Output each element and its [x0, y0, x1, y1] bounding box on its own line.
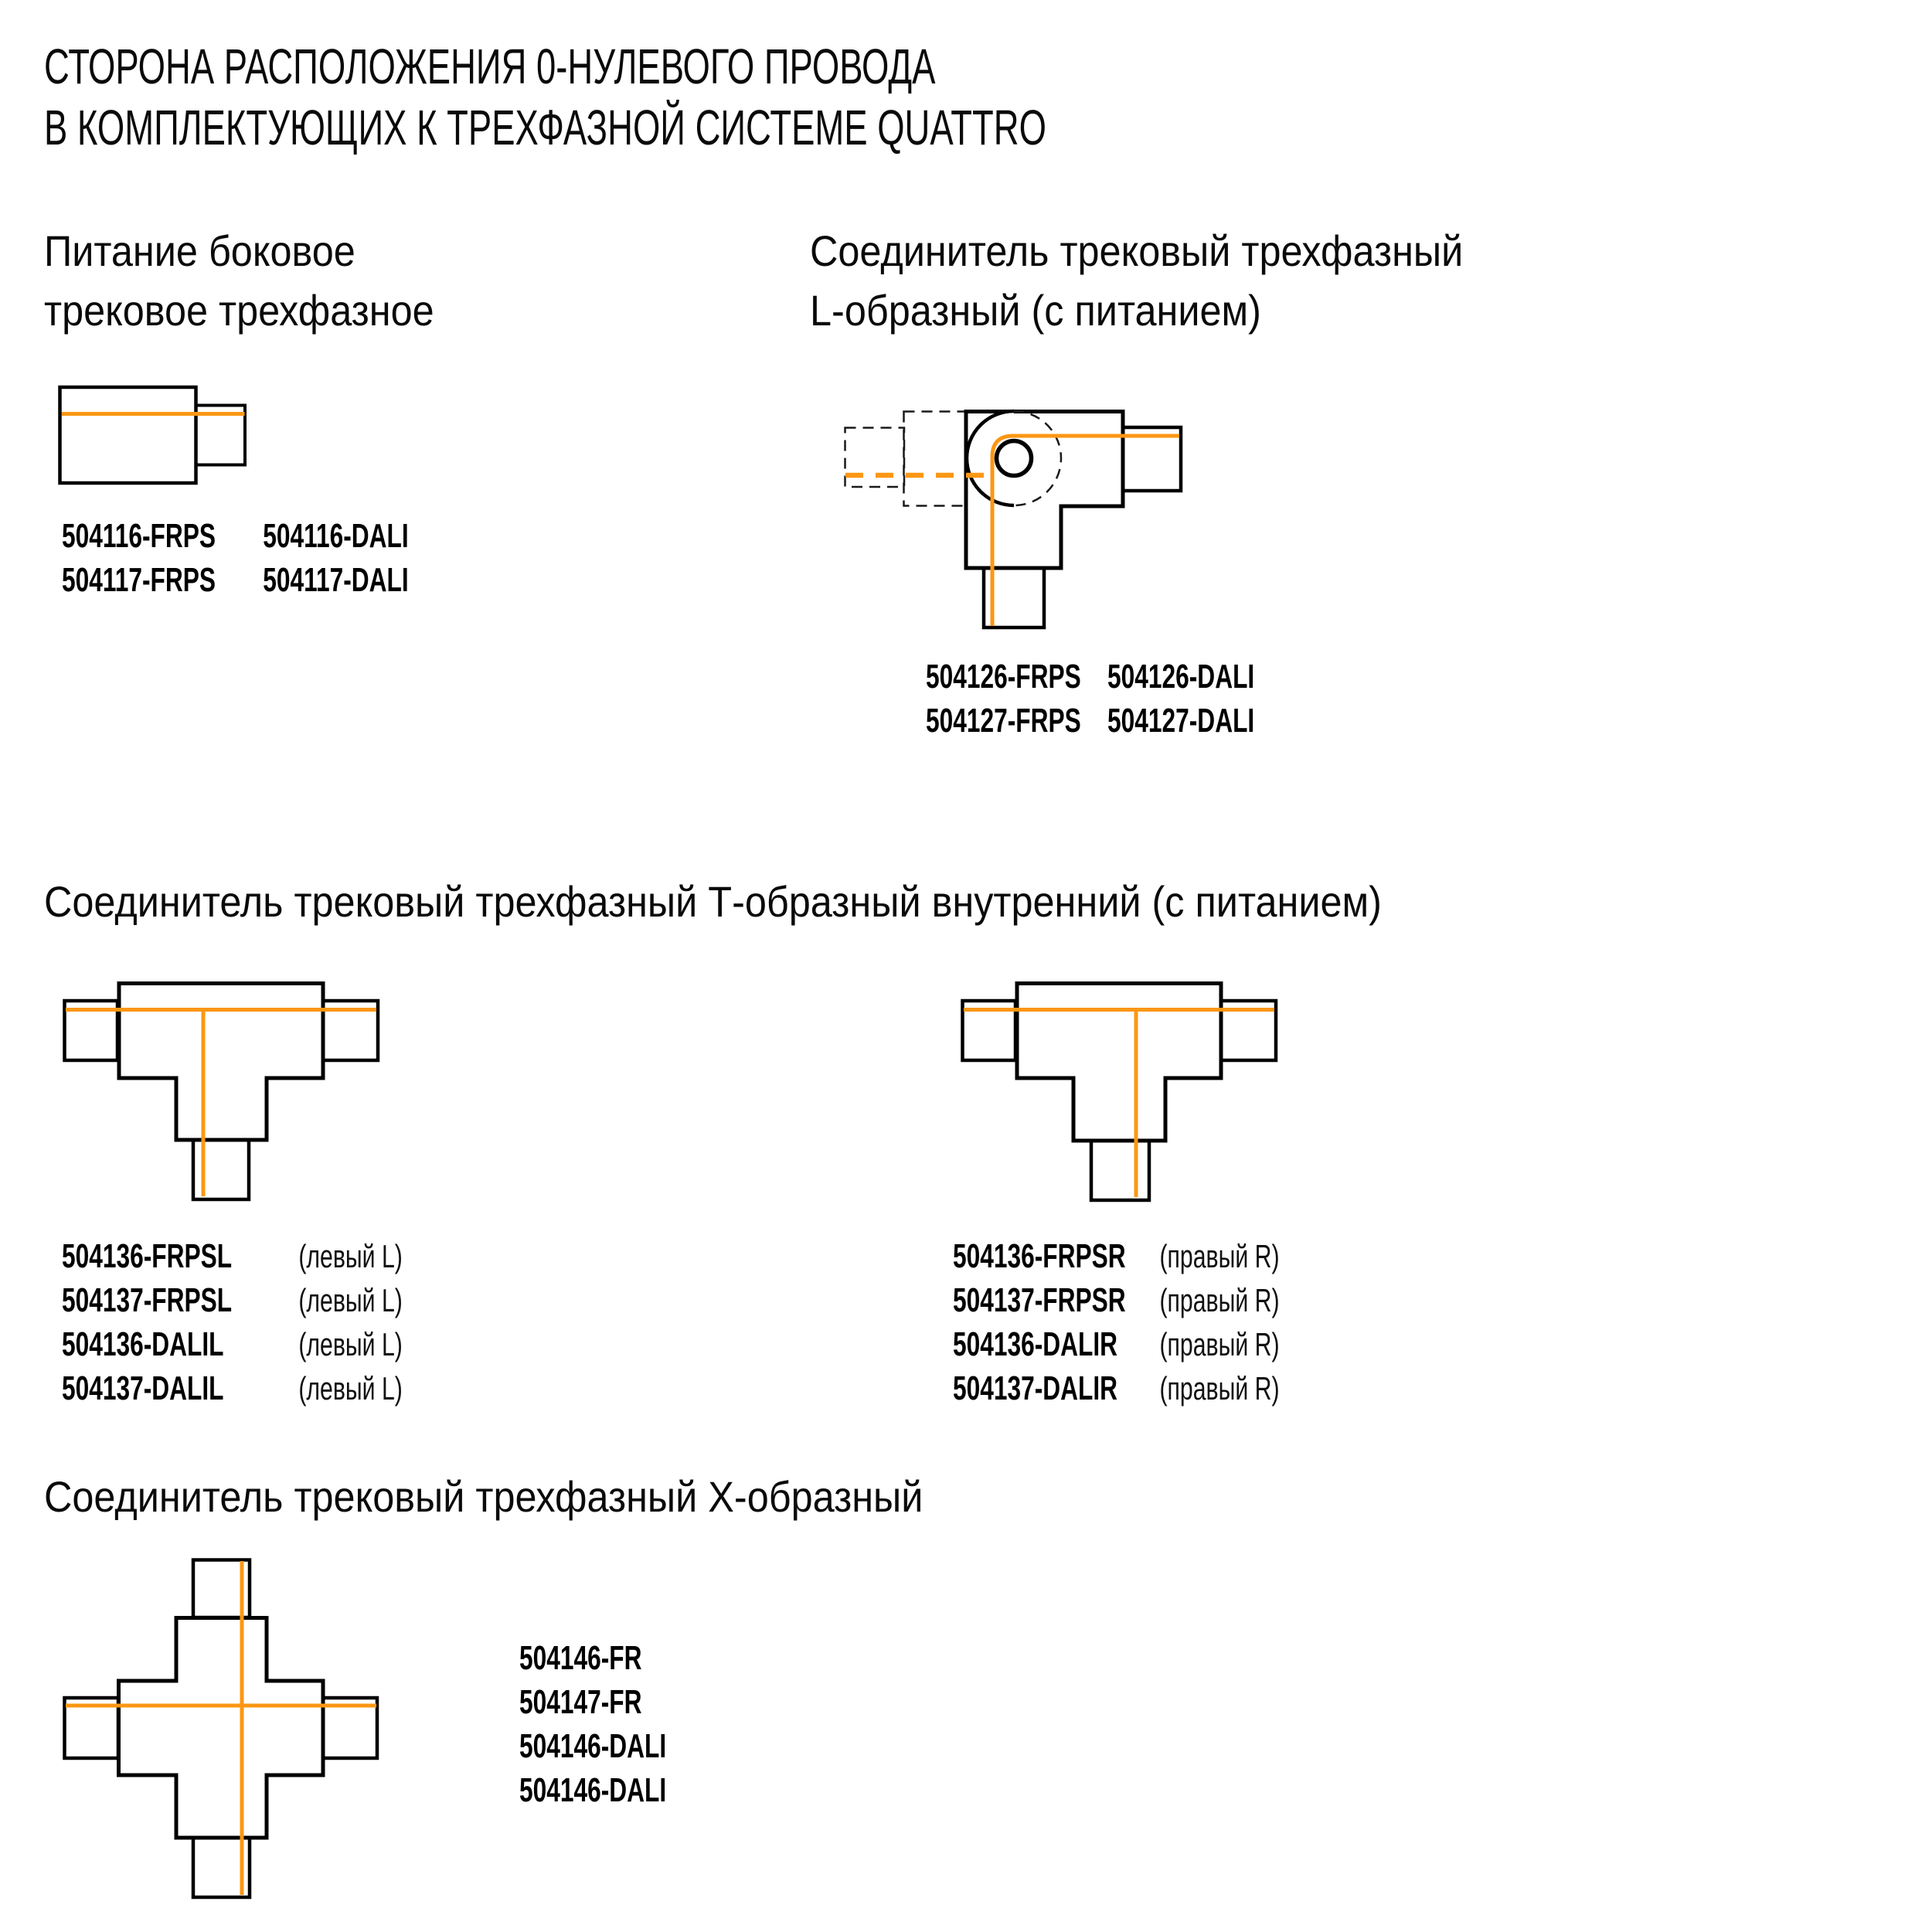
- page-title: [44, 36, 1046, 158]
- ghost-feed-body: [904, 412, 967, 506]
- t-left-part-numbers: [62, 1234, 403, 1410]
- part-variant: (левый L): [298, 1238, 403, 1274]
- part-row: [519, 1724, 666, 1768]
- part-code: 504147-FR: [519, 1683, 642, 1721]
- part-code: 504126-DALI: [1107, 658, 1255, 696]
- part-variant: (левый L): [298, 1326, 403, 1362]
- part-code: 504116-FRPS: [62, 517, 216, 555]
- x-connector-diagram: [60, 1555, 385, 1903]
- t-connector-left-diagram: [58, 978, 386, 1206]
- part-code: 504136-DALIL: [62, 1325, 224, 1363]
- t-connector-right-diagram: [958, 978, 1287, 1206]
- part-code: 504146-FR: [519, 1639, 642, 1677]
- part-code: 504136-DALIR: [953, 1325, 1118, 1363]
- part-variant: (правый R): [1159, 1282, 1280, 1318]
- part-code: 504116-DALI: [263, 517, 409, 555]
- l-connector-heading: [810, 221, 1463, 340]
- part-variant: (левый L): [298, 1370, 403, 1406]
- part-variant: (левый L): [298, 1282, 403, 1318]
- x-connector-heading-line: Соединитель трековый трехфазный Х-образный: [44, 1472, 923, 1521]
- part-row: [62, 558, 409, 602]
- feed-body: [60, 387, 196, 483]
- part-variant: (правый R): [1159, 1326, 1280, 1362]
- part-code: 504136-FRPSL: [62, 1237, 233, 1275]
- part-code: 504127-FRPS: [926, 702, 1081, 740]
- part-code: 504127-DALI: [1107, 702, 1255, 740]
- l-connector-diagram: [838, 406, 1186, 634]
- part-code: 504126-FRPS: [926, 658, 1081, 696]
- part-row: [519, 1680, 666, 1724]
- part-code: 504146-DALI: [519, 1771, 667, 1809]
- part-row: [62, 514, 409, 558]
- hub-pivot-circle: [997, 441, 1032, 476]
- part-code: 504137-DALIR: [953, 1369, 1118, 1407]
- t-body: [119, 984, 323, 1141]
- part-variant: (правый R): [1159, 1370, 1280, 1406]
- part-row: [62, 1366, 403, 1410]
- part-code: 504146-DALI: [519, 1727, 667, 1765]
- part-row: [953, 1366, 1280, 1410]
- part-row: [926, 655, 1254, 699]
- part-row: [926, 699, 1254, 743]
- l-connector-part-numbers: [926, 655, 1254, 743]
- l-connector-heading-line1: Соединитель трековый трехфазный: [810, 226, 1464, 275]
- part-code: 504137-FRPSL: [62, 1281, 233, 1319]
- side-feed-diagram: [54, 379, 255, 491]
- part-code: 504136-FRPSR: [953, 1237, 1126, 1275]
- part-code: 504137-DALIL: [62, 1369, 224, 1407]
- part-row: [953, 1234, 1280, 1278]
- t-connector-heading-line: Соединитель трековый трехфазный Т-образный внутренний (с питанием): [44, 877, 1382, 926]
- part-row: [62, 1278, 403, 1322]
- part-row: [519, 1768, 666, 1812]
- part-row: [953, 1322, 1280, 1366]
- t-right-part-numbers: [953, 1234, 1280, 1410]
- part-variant: (правый R): [1159, 1238, 1280, 1274]
- side-feed-heading-line2: трековое трехфазное: [44, 286, 434, 335]
- part-row: [62, 1322, 403, 1366]
- side-feed-heading: [44, 221, 434, 340]
- x-body: [119, 1618, 324, 1838]
- part-code: 504117-FRPS: [62, 561, 216, 599]
- track-connector-end-bottom: [1091, 1141, 1149, 1200]
- part-code: 504137-FRPSR: [953, 1281, 1126, 1319]
- x-connector-part-numbers: [519, 1636, 666, 1812]
- part-row: [62, 1234, 403, 1278]
- side-feed-heading-line1: Питание боковое: [44, 226, 355, 275]
- ghost-connector-end: [845, 428, 905, 488]
- x-connector-heading: [44, 1467, 923, 1526]
- l-connector-heading-line2: L-образный (с питанием): [810, 286, 1261, 335]
- part-row: [519, 1636, 666, 1680]
- t-body: [1017, 984, 1221, 1141]
- t-connector-heading: [44, 872, 1382, 931]
- page-title-line2: В КОМПЛЕКТУЮЩИХ К ТРЕХФАЗНОЙ СИСТЕМЕ QUATTRO: [44, 100, 1046, 155]
- part-row: [953, 1278, 1280, 1322]
- side-feed-part-numbers: [62, 514, 409, 602]
- part-code: 504117-DALI: [263, 561, 409, 599]
- page-title-line1: СТОРОНА РАСПОЛОЖЕНИЯ 0-НУЛЕВОГО ПРОВОДА: [44, 39, 936, 94]
